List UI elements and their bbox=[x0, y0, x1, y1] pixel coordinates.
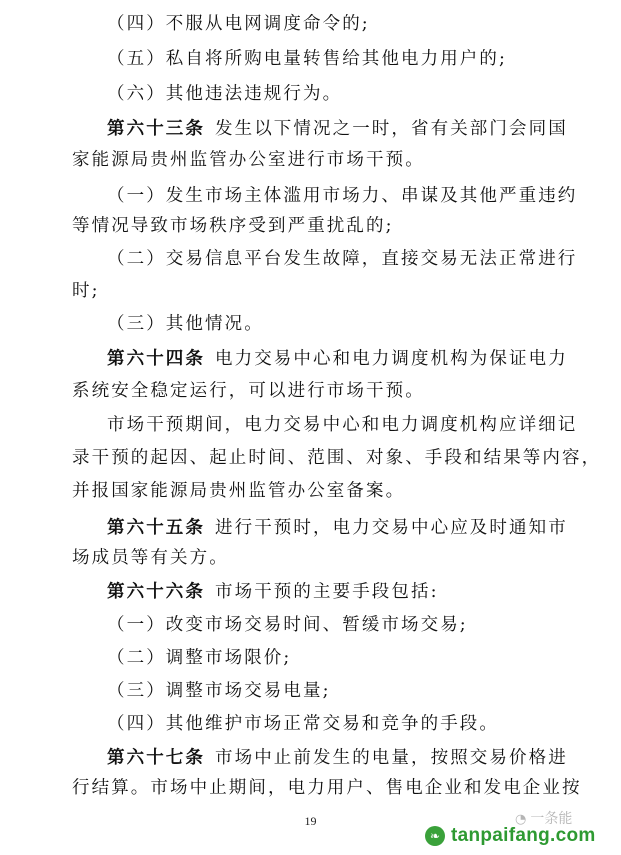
leaf-logo-icon: ❧ bbox=[425, 826, 445, 846]
wechat-icon: ◔ bbox=[515, 812, 527, 827]
text-line: （六）其他违法违规行为。 bbox=[107, 84, 343, 104]
article-number: 第六十四条 bbox=[107, 349, 205, 369]
text-line: （三）调整市场交易电量; bbox=[107, 681, 331, 701]
article-number: 第六十五条 bbox=[107, 518, 205, 538]
article-line: 第六十四条 电力交易中心和电力调度机构为保证电力 bbox=[107, 349, 568, 369]
article-line: 第六十三条 发生以下情况之一时，省有关部门会同国 bbox=[107, 119, 568, 139]
article-line: 第六十六条 市场干预的主要手段包括: bbox=[107, 582, 439, 602]
text-line: 行结算。市场中止期间，电力用户、售电企业和发电企业按 bbox=[72, 778, 582, 798]
text-line: 等情况导致市场秩序受到严重扰乱的; bbox=[72, 216, 394, 236]
article-number: 第六十七条 bbox=[107, 748, 205, 768]
text-line: 家能源局贵州监管办公室进行市场干预。 bbox=[72, 150, 425, 170]
article-number: 第六十六条 bbox=[107, 582, 205, 602]
text-line: （一）改变市场交易时间、暂缓市场交易; bbox=[107, 615, 468, 635]
wechat-watermark-text: 一条能 bbox=[530, 811, 573, 827]
article-number: 第六十三条 bbox=[107, 119, 205, 139]
text-line: 录干预的起因、起止时间、范围、对象、手段和结果等内容， bbox=[72, 448, 602, 468]
text-line: （四）其他维护市场正常交易和竞争的手段。 bbox=[107, 714, 499, 734]
text-line: （二）调整市场限价; bbox=[107, 648, 292, 668]
text-line: （三）其他情况。 bbox=[107, 314, 264, 334]
article-line: 第六十七条 市场中止前发生的电量，按照交易价格进 bbox=[107, 748, 568, 768]
text-line: （五）私自将所购电量转售给其他电力用户的; bbox=[107, 49, 507, 69]
site-name: tanpaifang.com bbox=[451, 825, 596, 846]
page-number: 19 bbox=[304, 814, 317, 828]
text-line: 场成员等有关方。 bbox=[72, 548, 229, 568]
text-line: （一）发生市场主体滥用市场力、串谋及其他严重违约 bbox=[107, 186, 578, 206]
article-line: 第六十五条 进行干预时，电力交易中心应及时通知市 bbox=[107, 518, 568, 538]
text-line: 时; bbox=[72, 281, 100, 301]
text-line: 市场干预期间，电力交易中心和电力调度机构应详细记 bbox=[107, 415, 578, 435]
text-line: 并报国家能源局贵州监管办公室备案。 bbox=[72, 481, 406, 501]
text-line: （二）交易信息平台发生故障，直接交易无法正常进行 bbox=[107, 249, 578, 269]
text-line: （四）不服从电网调度命令的; bbox=[107, 14, 370, 34]
site-watermark bbox=[425, 822, 596, 850]
text-line: 系统安全稳定运行，可以进行市场干预。 bbox=[72, 381, 425, 401]
